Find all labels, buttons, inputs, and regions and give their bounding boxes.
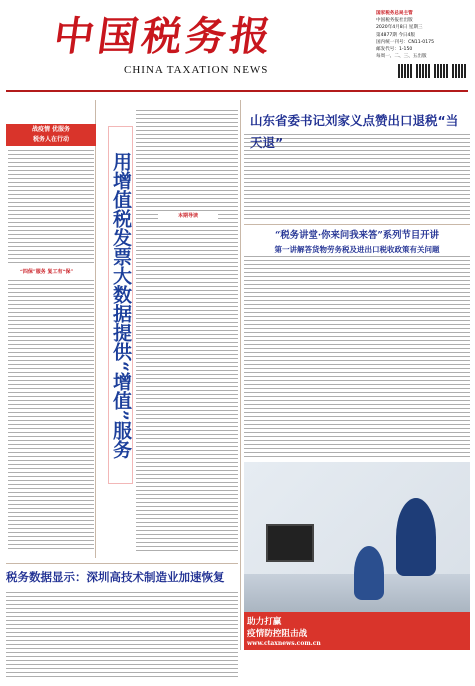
series-box [244, 224, 470, 252]
qr-code-icon [416, 64, 430, 78]
left-promo [6, 124, 96, 146]
photo-person [396, 498, 436, 576]
banner-line2: 疫情防控阻击战 [247, 629, 308, 639]
issue-line-6: 邮发代号：1-150 [376, 47, 413, 53]
photo-monitor [266, 524, 314, 562]
qr-code-icon [398, 64, 412, 78]
qr-code-icon [434, 64, 448, 78]
main-sub-label: 本期导读 [158, 212, 218, 219]
issue-line-1: 国家税务总局主管 [376, 11, 413, 16]
left-subtitle: “四保”服务 复工有“保” [20, 269, 74, 275]
masthead [6, 6, 468, 92]
issue-line-5: 国内统一刊号：CN11-0175 [376, 39, 434, 45]
masthead-logo-cn: 中国税务报 [50, 13, 278, 60]
bottom-text-block [6, 592, 238, 678]
series-subtitle: 第一讲解答货物劳务税及进出口税收政策有关问题 [274, 245, 440, 254]
masthead-logo-en: CHINA TAXATION NEWS [124, 64, 269, 76]
left-text-block-1 [8, 150, 94, 264]
bottom-headline: 税务数据显示：深圳高技术制造业加速恢复 [6, 570, 225, 584]
photo-person [354, 546, 384, 600]
qr-code-icon [452, 64, 466, 78]
vertical-headline-box [108, 126, 133, 484]
series-title: “税务讲堂·你来问我来答”系列节目开讲 [274, 230, 440, 241]
banner-line3: www.ctaxnews.com.cn [247, 640, 321, 647]
vertical-headline: 用增值税发票大数据提供“增值”服务 [110, 151, 132, 459]
left-text-block-2 [8, 280, 94, 550]
right-text-block-1 [244, 134, 470, 220]
right-text-block-2 [244, 256, 470, 458]
main-text-column [136, 126, 238, 554]
issue-line-7: 每周一、二、三、五出版 [376, 54, 427, 60]
column-rule [240, 100, 241, 650]
section-rule [6, 563, 238, 564]
left-promo-line2: 税务人在行动 [32, 136, 69, 143]
issue-line-3: 2020年4月8日 星期三 [376, 25, 423, 31]
issue-line-2: 中国税务报社出版 [376, 18, 413, 24]
right-headline: 山东省委书记刘家义点赞出口退税“当天退” [250, 113, 459, 150]
promo-banner [244, 612, 470, 650]
issue-line-4: 第4877期 今日4版 [376, 32, 416, 38]
issue-info [376, 10, 472, 60]
left-promo-line1: 战疫情 优服务 [31, 126, 71, 133]
banner-line1: 助力打赢 [247, 617, 282, 627]
main-text-top [136, 110, 238, 126]
